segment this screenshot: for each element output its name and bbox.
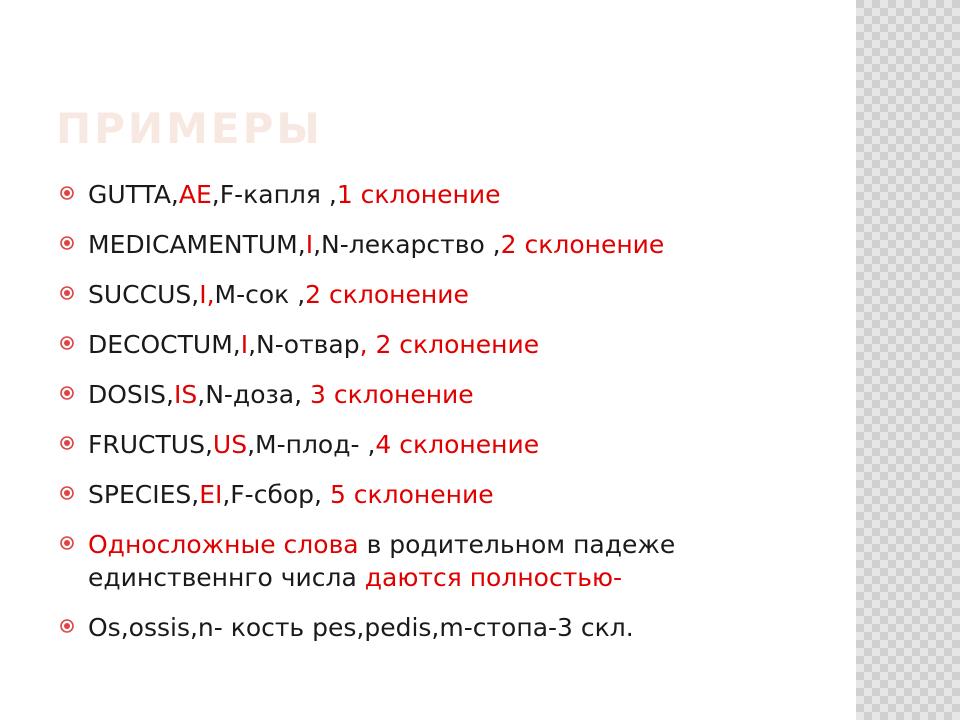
gender-translation: ,F-сбор, [222,480,330,509]
gender-translation: ,N-доза, [197,380,311,409]
genitive-ending: AE [178,180,212,209]
declension-label: 5 склонение [329,480,494,509]
circle-bullet-icon [60,386,74,400]
circle-bullet-icon [60,236,74,250]
declension-label: 2 склонение [305,280,469,309]
word-stem: SPECIES, [88,480,200,509]
list-item [60,178,840,211]
word-stem: SUCCUS, [88,280,200,309]
circle-bullet-icon [60,536,74,550]
declension-label: 2 склонение [500,230,665,259]
circle-bullet-icon [60,336,74,350]
list-item [60,428,840,461]
gender-translation: ,N-лекарство , [313,230,501,259]
gender-translation: ,M-плод- , [247,430,376,459]
example-text: Os,ossis,n- кость pes,pedis,m-стопа-3 скл. [88,613,634,642]
note-highlight-end: даются полностью- [364,563,623,592]
list-item [60,278,840,311]
word-stem: DOSIS, [88,380,174,409]
gender-translation: ,F-капля , [211,180,337,209]
list-item [60,378,840,411]
gender-translation: M-сок , [214,280,306,309]
list-item-note [60,528,840,594]
word-stem: MEDICAMENTUM, [88,230,306,259]
list-item [60,228,840,261]
circle-bullet-icon [60,186,74,200]
circle-bullet-icon [60,436,74,450]
genitive-ending: I [305,230,314,259]
circle-bullet-icon [60,619,74,633]
decorative-side-panel [856,0,960,720]
word-stem: GUTTA, [88,180,179,209]
bullet-list [60,178,840,661]
note-text: в родительном падеже единственнго числа [88,530,676,592]
declension-label: , 2 склонение [359,330,540,359]
genitive-ending: EI [199,480,223,509]
list-item [60,328,840,361]
list-item [60,611,840,644]
genitive-ending: I [240,330,249,359]
note-highlight: Односложные слова [88,530,359,559]
genitive-ending: US [212,430,248,459]
slide-title: ПРИМЕРЫ [56,104,323,153]
word-stem: DECOCTUM, [88,330,241,359]
declension-label: 1 склонение [336,180,501,209]
genitive-ending: IS [174,380,198,409]
declension-label: 3 склонение [310,380,474,409]
list-item [60,478,840,511]
declension-label: 4 склонение [375,430,540,459]
circle-bullet-icon [60,286,74,300]
word-stem: FRUCTUS, [88,430,213,459]
gender-translation: ,N-отвар [248,330,360,359]
circle-bullet-icon [60,486,74,500]
genitive-ending: I, [199,280,215,309]
